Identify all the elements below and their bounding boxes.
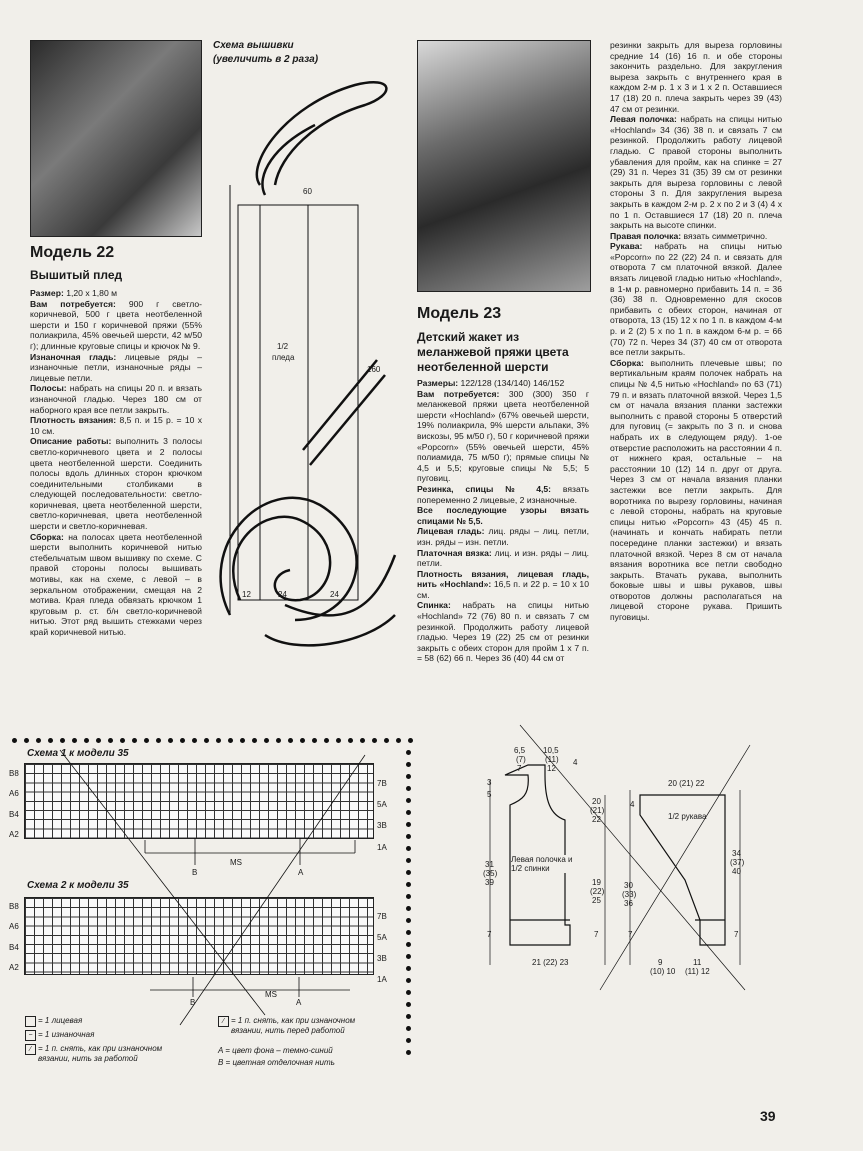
model23-col1 bbox=[417, 378, 589, 664]
model22-text bbox=[30, 288, 202, 638]
pt-top-3: 10,5 bbox=[543, 746, 559, 755]
m23-c1-p0: Размеры: 122/128 (134/140) 146/152 bbox=[417, 378, 565, 388]
s1-ms: MS bbox=[230, 858, 242, 867]
m23-c2-p1: Левая полочка: набрать на спицы нитью «Hochland» 34 (36) 38 п. и связать 7 см резинкой. Продолжить работу лицевой гладью. С правой стороны выполнить убавления для пройм, как на спинке = 27 (29) 31 п. Через 31 (35) 39 см от резинки закрыть для выреза горловины с левой стороны 3 п. Для закругления выреза закрыть в каждом 2-м р. 2 х по 2 и 3 (4) 4 х по 1 п. Оставшиеся 17 (18) 20 п. плеча закрыть на высоте спинки. bbox=[610, 114, 783, 231]
pt-sl-3: 36 bbox=[624, 899, 633, 908]
pt-top-6: 4 bbox=[573, 758, 578, 767]
legend-knit-box bbox=[25, 1016, 36, 1027]
m23-c1-p4: Лицевая гладь: лиц. ряды – лиц. петли, изн. ряды – изн. петли. bbox=[417, 526, 589, 547]
pt-fl-4: 39 bbox=[485, 878, 494, 887]
pt-sb-c: 11 bbox=[693, 958, 702, 967]
m22-p0: Размер: 1,20 х 1,80 м bbox=[30, 288, 118, 298]
legend-slip-back: = 1 п. снять, как при изнаночном вязании, нить за работой bbox=[38, 1044, 163, 1063]
s1-right-3: 1A bbox=[377, 843, 387, 852]
legend-purl-box: − bbox=[25, 1030, 36, 1041]
s1-left-3: A2 bbox=[9, 830, 19, 839]
dim-24b: 24 bbox=[330, 590, 339, 599]
legend-purl: = 1 изнаночная bbox=[38, 1030, 95, 1039]
m23-c1-p6: Плотность вязания, лицевая гладь, нить «Hochland»: 16,5 п. и 22 р. = 10 х 10 см. bbox=[417, 568, 589, 600]
s1-right-1: 5A bbox=[377, 800, 387, 809]
scheme-lines bbox=[0, 740, 420, 1030]
pt-fr-3: 19 bbox=[592, 878, 601, 887]
pt-sl-0: 4 bbox=[630, 800, 635, 809]
plaid-photo bbox=[30, 40, 202, 237]
m22-p1: Вам потребуется: 900 г светло-коричневой, 500 г цвета неотбеленной шерсти и 150 г коричневой пряжи (55% полиакрила, 45% овечьей шерсти, 42 м/50 г); длинные круговые спицы и крючок № 9. bbox=[30, 298, 202, 351]
m22-p2: Изнаночная гладь: лицевые ряды – изнаночные петли, изнаночные ряды – лицевые петли. bbox=[30, 351, 202, 383]
dim-24a: 24 bbox=[278, 590, 287, 599]
pt-sl-1: 30 bbox=[624, 881, 633, 890]
embroidery-diagram bbox=[205, 75, 400, 675]
s2-a: A bbox=[296, 998, 302, 1007]
plaid-label: пледа bbox=[272, 353, 295, 362]
m23-c1-p1: Вам потребуется: 300 (300) 350 г меланжевой пряжи цвета неотбеленной шерсти «Hochland» (67% овечьей шерсти, 19% полиакрила, 9% шерсти альпаки, 3% вискозы, 95 м/50 г), 50 г коричневой пряжи «Popcorn» (55% овечьей шерсти, 45% полиамида, 75 м/50 г); прямые спицы № 4,5 и 5,5; круговые спицы № 5,5; 5 пуговиц. bbox=[417, 388, 589, 484]
pt-top-5: 12 bbox=[547, 764, 556, 773]
pt-fl-3: (35) bbox=[483, 869, 498, 878]
scheme1-caption: Схема 1 к модели 35 bbox=[27, 748, 129, 759]
m23-c2-p3: Рукава: набрать на спицы нитью «Popcorn» по 22 (22) 24 п. и связать для отворота 7 см платочной вязкой. Далее вязать лицевой гладью нитью «Hochland», в 1-м р. равномерно прибавить 14 п. = 36 (36) 38 п. Одновременно для скосов прибавить с обеих сторон, начиная от отворота, 13 (15) 12 х по 1 п. в каждом 4-м р. и 2 (2) 5 х по 1 п. в каждом 6-м р. = 66 (70) 72 п. Через 34 (37) 40 см от отворота все петли закрыть. bbox=[610, 241, 782, 358]
s1-right-2: 3B bbox=[377, 821, 387, 830]
s2-left-3: A2 bbox=[9, 963, 19, 972]
pt-sleeve-top: 20 (21) 22 bbox=[668, 779, 705, 788]
s2-ms: MS bbox=[265, 990, 277, 999]
pt-fr-5: 25 bbox=[592, 896, 601, 905]
m23-c2-p2: Правая полочка: вязать симметрично. bbox=[610, 230, 768, 241]
dim-60: 60 bbox=[303, 187, 312, 196]
m23-c2-p0: резинки закрыть для выреза горловины средние 14 (16) 16 п. и обе стороны закончить раздельно. Для закругления выреза закрыть с внутреннего края в каждом 2-м р. 1 х 3 и 1 х 2 п. Оставшиеся 17 (18) 20 п. плеча закрыть через 39 (43) 47 см от резинки. bbox=[610, 40, 782, 114]
pt-sr-2: 40 bbox=[732, 867, 741, 876]
s2-right-1: 5A bbox=[377, 933, 387, 942]
m23-c1-p3: Все последующие узоры вязать спицами № 5,5. bbox=[417, 505, 589, 526]
pt-fr-6: 7 bbox=[594, 930, 599, 939]
s1-right-0: 7B bbox=[377, 779, 387, 788]
s2-right-2: 3B bbox=[377, 954, 387, 963]
pt-fl-0: 3 bbox=[487, 778, 492, 787]
s2-left-1: A6 bbox=[9, 922, 19, 931]
pt-sr-0: 34 bbox=[732, 849, 741, 858]
pt-top-1: (7) bbox=[516, 755, 526, 764]
s1-left-0: B8 bbox=[9, 769, 19, 778]
pt-sb-b: (10) 10 bbox=[650, 967, 676, 976]
pt-sr-3: 7 bbox=[734, 930, 739, 939]
m23-c1-p5: Платочная вязка: лиц. и изн. ряды – лиц. петли. bbox=[417, 547, 590, 569]
pt-sb-a: 9 bbox=[658, 958, 663, 967]
m22-p6: Сборка: на полосах цвета неотбеленной шерсти выполнить коричневой нитью стебельчатым швом вышивку по схеме. С правой стороны полосы вышивать мотивы, как на схеме, с левой – в зеркальном отображении, смещая на 2 мотива. Края пледа обвязать крючком 1 круговым р. ст. б/н светло-коричневой нитью. Этот ряд вышить стежками через край коричневой нитью. bbox=[30, 531, 202, 637]
legend-slip-back-box: ⁄ bbox=[25, 1044, 36, 1055]
pt-fr-1: (21) bbox=[590, 806, 605, 815]
s1-b: B bbox=[192, 868, 198, 877]
model22-title: Модель 22 bbox=[30, 244, 115, 261]
dim-160: 160 bbox=[367, 365, 381, 374]
half-label: 1/2 bbox=[277, 342, 289, 351]
m22-p4: Плотность вязания: 8,5 п. и 15 р. = 10 х 10 см. bbox=[30, 415, 202, 436]
m23-c2-p4: Сборка: выполнить плечевые швы; по вертикальным краям полочек набрать на спицы № 4,5 нитью «Hochland» по 63 (71) 79 п. и вязать платочной вязкой. Через 1,5 см от начала вязания планки застежки выполнить с правой стороны 5 отверстий для пуговиц (= закрыть по 3 п. и снова набрать их в следующем ряду). 1-ое отверстие расположить на расстоянии 4 п. от нижнего края, остальные – на расстоянии 10 (12) 14 п. друг от друга. Через 3 см от начала вязания планки застежки все петли закрыть. Для воротника по вырезу горловины, начиная с левой стороны, набрать на круговые спицы нитью «Popcorn» 43 (45) 45 п. (начинать и кончать набирать петли посередине планки застежки) и вязать платочной вязкой. Через 8 см от начала вязания воротника все петли свободно закрыть. Втачать рукава, выполнить боковые швы и швы рукавов, швы отворотов должны располагаться на лицевой стороне рукава. Пришить пуговицы. bbox=[610, 357, 782, 623]
m22-p3: Полосы: набрать на спицы 20 п. и вязать изнаночной гладью. Через 180 см от наборного края все петли закрыть. bbox=[30, 383, 202, 415]
model22-subtitle: Вышитый плед bbox=[30, 268, 123, 282]
pt-fl-1: 5 bbox=[487, 790, 492, 799]
embroidery-caption: Схема вышивки bbox=[213, 40, 294, 51]
s1-left-1: A6 bbox=[9, 789, 19, 798]
jacket-photo bbox=[417, 40, 591, 292]
m23-c1-p2: Резинка, спицы № 4,5: вязать попеременно 2 лицевые, 2 изнаночные. bbox=[417, 483, 589, 505]
pt-front-bottom: 21 (22) 23 bbox=[532, 958, 569, 967]
scheme2-caption: Схема 2 к модели 35 bbox=[27, 880, 129, 891]
embroidery-scale: (увеличить в 2 раза) bbox=[213, 54, 319, 65]
legend-knit: = 1 лицевая bbox=[38, 1016, 83, 1025]
pt-top-2: 7 bbox=[517, 764, 522, 773]
legend-color-a: A = цвет фона – темно-синий bbox=[218, 1046, 333, 1055]
pt-fr-0: 20 bbox=[592, 797, 601, 806]
pt-sl-2: (33) bbox=[622, 890, 637, 899]
border-dot bbox=[406, 1050, 411, 1055]
border-dot bbox=[406, 1038, 411, 1043]
s2-left-2: B4 bbox=[9, 943, 19, 952]
legend-slip-front: = 1 п. снять, как при изнаночном вязании, нить перед работой bbox=[231, 1016, 356, 1035]
pt-fr-2: 22 bbox=[592, 815, 601, 824]
pt-sl-4: 7 bbox=[628, 930, 633, 939]
m23-c1-p7: Спинка: набрать на спицы нитью «Hochland» 72 (76) 80 п. и связать 7 см резинкой. Продолжить работу лицевой гладью. Через 19 (22) 25 см от резинки закрыть с обеих сторон для пройм 1 х 7 п. = 58 (62) 66 п. Через 36 (40) 44 см от bbox=[417, 600, 589, 664]
s1-left-2: B4 bbox=[9, 810, 19, 819]
m22-p5: Описание работы: выполнить 3 полосы светло-коричневого цвета и 2 полосы цвета неотбеленной шерсти. Соединить полосы вдоль длинных сторон крючком соединительными столбиками в следующей последовательности: светло-коричневая, цвета неотбеленной шерсти, светло-коричневая, цвета неотбеленной шерсти и светло-коричневая. bbox=[30, 436, 202, 532]
pattern-sleeve-label: 1/2 рукава bbox=[668, 812, 707, 821]
s1-a: A bbox=[298, 868, 304, 877]
legend-color-b: B = цветная отделочная нить bbox=[218, 1058, 335, 1067]
s2-left-0: B8 bbox=[9, 902, 19, 911]
pt-top-4: (11) bbox=[545, 755, 559, 764]
pattern-front-label: Левая полочка и 1/2 спинки bbox=[511, 855, 581, 873]
pt-sr-1: (37) bbox=[730, 858, 745, 867]
model23-subtitle: Детский жакет из меланжевой пряжи цвета неотбеленной шерсти bbox=[417, 330, 569, 374]
pt-fl-5: 7 bbox=[487, 930, 492, 939]
model23-col2 bbox=[610, 40, 782, 623]
page-number: 39 bbox=[760, 1108, 776, 1124]
pt-fr-4: (22) bbox=[590, 887, 605, 896]
legend-slip-front-box: ⁄ bbox=[218, 1016, 229, 1027]
s2-b: B bbox=[190, 998, 196, 1007]
model23-title: Модель 23 bbox=[417, 305, 502, 322]
s2-right-0: 7B bbox=[377, 912, 387, 921]
s2-right-3: 1A bbox=[377, 975, 387, 984]
pt-sb-d: (11) 12 bbox=[685, 967, 710, 976]
pt-fl-2: 31 bbox=[485, 860, 494, 869]
dim-12: 12 bbox=[242, 590, 251, 599]
pt-top-0: 6,5 bbox=[514, 746, 526, 755]
